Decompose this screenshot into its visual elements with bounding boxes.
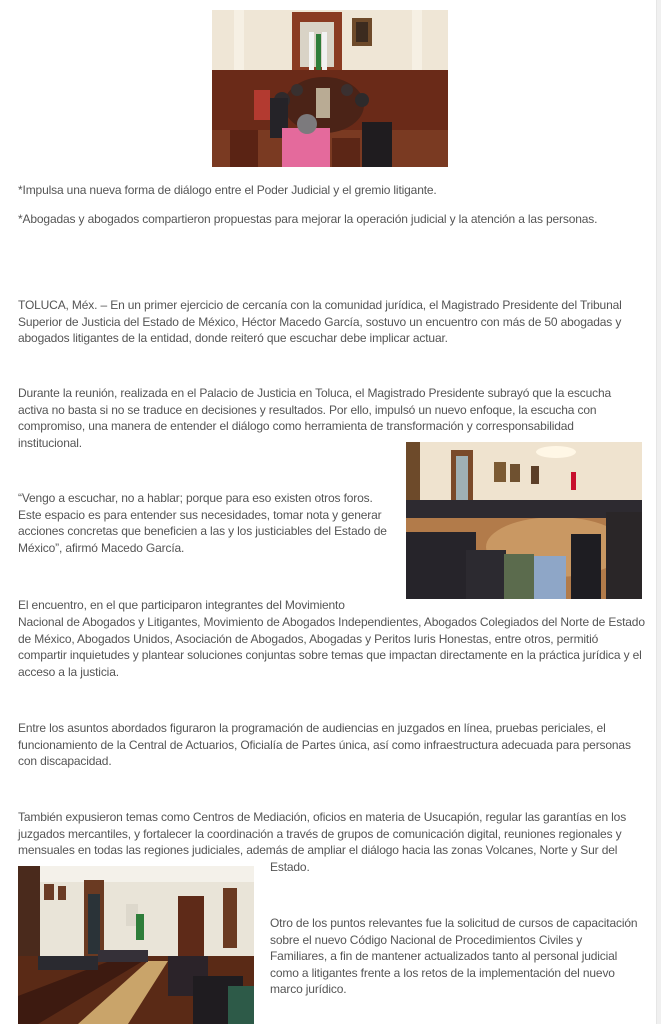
article-paragraph: Nacional de Abogados y Litigantes, Movimiento de Abogados Independientes, Abogados Colegiados del Norte de Estado de México, Abogados Unidos, Asociación de Abogados, Abogadas y Peritos Iuris Honestas, entre otros, permitió compartir inquietudes y plantear soluciones conjuntas sobre temas que impactan directamente en la práctica jurídica y el acceso a la justicia.: [18, 615, 645, 679]
article-paragraph: Durante la reunión, realizada en el Palacio de Justicia en Toluca, el Magistrado Presidente subrayó que la escucha activa no basta si no se traduce en decisiones y resultados. Por ello, impulsó un nuevo enfoque, la escucha con compromiso, una manera de entender el diálogo como herramienta de transformación y corresponsabilidad institucional.: [18, 386, 612, 450]
photo-lawyers-circle: [406, 442, 642, 599]
article-paragraph-continuation: Estado.: [270, 860, 310, 874]
right-edge-border: [656, 0, 661, 1024]
quote-paragraph: “Vengo a escuchar, no a hablar; porque para eso existen otros foros. Este espacio es para entender sus necesidades, tomar nota y generar acciones concretas que beneficien a las y los justiciables del Estado de México”, afirmó Macedo García.: [18, 491, 387, 555]
photo-meeting-palace: [212, 10, 448, 167]
highlight-bullet: *Abogadas y abogados compartieron propuestas para mejorar la operación judicial y la atención a las personas.: [18, 212, 598, 226]
highlight-bullet: *Impulsa una nueva forma de diálogo entre el Poder Judicial y el gremio litigante.: [18, 183, 437, 197]
article-paragraph: Entre los asuntos abordados figuraron la programación de audiencias en juzgados en línea, pruebas periciales, el funcionamiento de la Central de Actuarios, Oficialía de Partes única, así como infraestructura adecuada para personas con discapacidad.: [18, 721, 631, 769]
article-paragraph: Otro de los puntos relevantes fue la solicitud de cursos de capacitación sobre el nuevo Código Nacional de Procedimientos Civiles y Familiares, a fin de mantener actualizados tanto al personal judicial como a litigantes frente a los retos de la implementación del nuevo marco jurídico.: [270, 916, 638, 997]
photo-boardroom-meeting: [18, 866, 254, 1024]
article-paragraph: TOLUCA, Méx. – En un primer ejercicio de cercanía con la comunidad jurídica, el Magistrado Presidente del Tribunal Superior de Justicia del Estado de México, Héctor Macedo García, sostuvo un encuentro con más de 50 abogadas y abogados litigantes de la entidad, donde reiteró que escuchar debe implicar actuar.: [18, 298, 622, 346]
article-paragraph: También expusieron temas como Centros de Mediación, oficios en materia de Usucapión, regular las garantías en los juzgados mercantiles, y fortalecer la coordinación a través de grupos de comunicación digital, reuniones regionales y mensuales en todas las regiones judiciales, además de ampliar el diálogo hacia las zonas Volcanes, Norte y Sur del: [18, 810, 627, 858]
article-paragraph: El encuentro, en el que participaron integrantes del Movimiento: [18, 598, 345, 612]
